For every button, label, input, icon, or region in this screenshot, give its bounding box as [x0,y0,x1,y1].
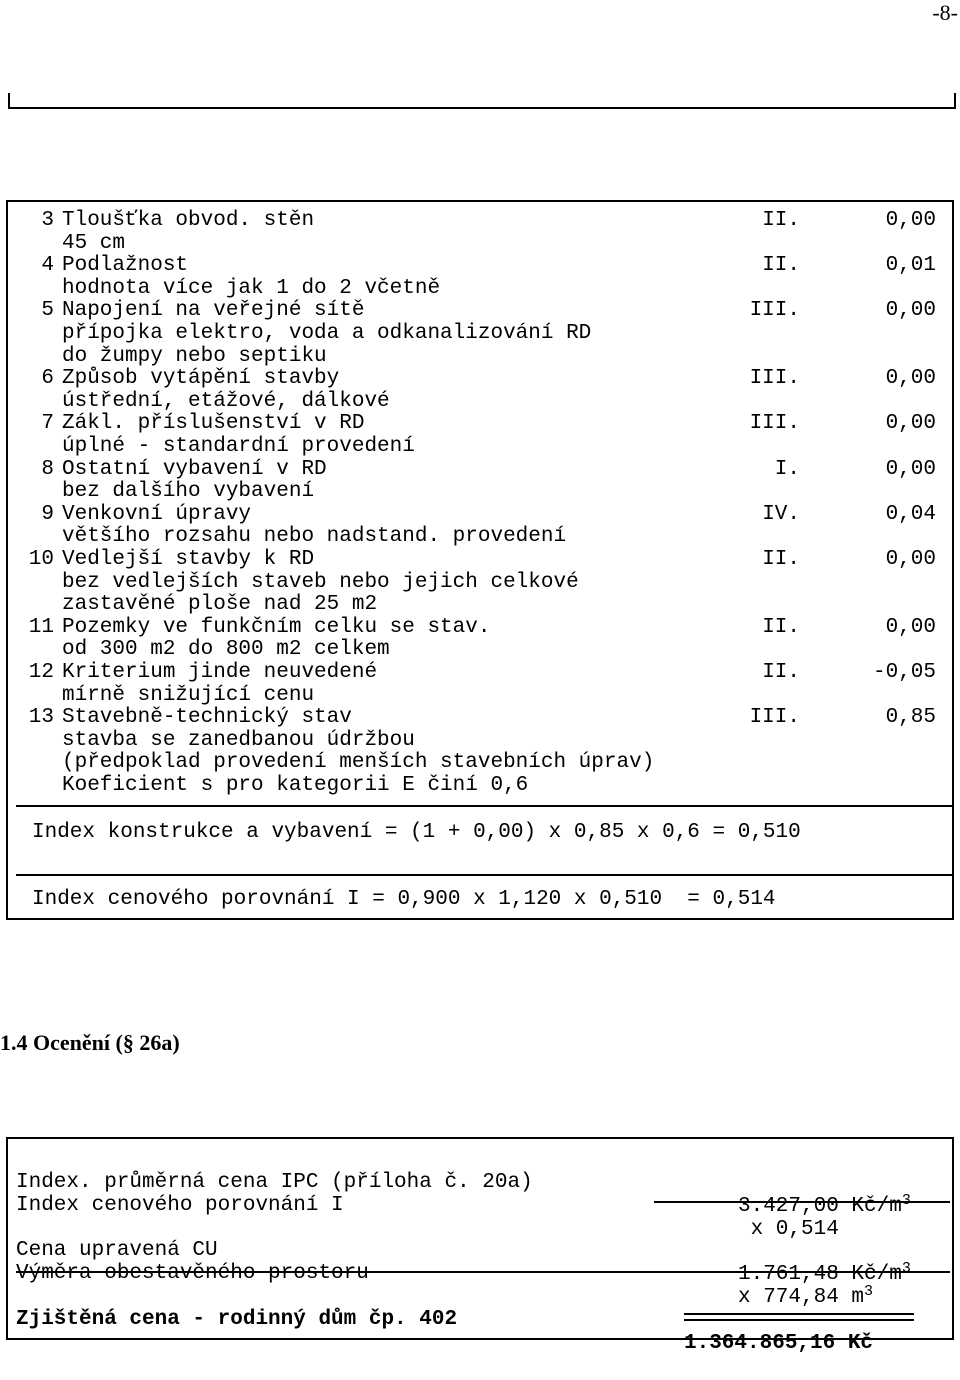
criteria-class: III. [749,412,800,436]
criteria-description: od 300 m2 do 800 m2 celkem [62,638,390,662]
criteria-row [8,255,952,277]
criteria-description: většího rozsahu nebo nadstand. provedení [62,525,567,549]
criteria-number: 6 [41,367,54,391]
criteria-description: bez vedlejších staveb nebo jejich celkové [62,570,579,594]
criteria-number: 4 [41,254,54,278]
header-bracket [8,93,956,109]
criteria-description: hodnota více jak 1 do 2 včetně [62,276,441,300]
criteria-label: Zákl. příslušenství v RD [62,412,365,436]
cu-label: Cena upravená CU [16,1239,218,1262]
criteria-description: úplné - standardní provedení [62,435,415,458]
criteria-row [8,617,952,639]
criteria-number: 3 [41,209,54,232]
criteria-class: III. [749,367,800,391]
criteria-description: bez dalšího vybavení [62,480,315,504]
criteria-value: 0,00 [885,457,936,481]
criteria-number: 13 [28,706,54,730]
criteria-label: Kriterium jinde neuvedené [62,661,378,684]
criteria-class: II. [762,254,800,278]
criteria-class: II. [762,209,800,232]
criteria-value: 0,04 [885,502,936,526]
page-number: -8- [932,0,958,25]
criteria-description: do žumpy nebo septiku [62,344,327,368]
criteria-number: 12 [28,661,54,684]
total-row [8,1284,952,1355]
criteria-number: 5 [41,299,54,323]
criteria-description: mírně snižující cenu [62,683,315,707]
criteria-description: přípojka elektro, voda a odkanalizování RD [62,322,592,345]
criteria-class: II. [762,615,800,639]
criteria-class: II. [762,548,800,571]
criteria-value: -0,05 [872,661,936,684]
criteria-value: 0,00 [885,299,936,323]
criteria-value: 0,00 [885,615,936,639]
criteria-value: 0,00 [885,412,936,436]
cu-value: 1.761,48 $Kč/m^3$ [738,1260,911,1286]
criteria-row [8,549,952,571]
volume-value: x 774,84 $m^3$ [738,1283,874,1309]
criteria-row [8,662,952,684]
divider-line [16,874,952,876]
criteria-class: IV. [762,502,800,526]
criteria-value: 0,00 [885,367,936,391]
total-divider [16,1271,950,1273]
criteria-description: (předpoklad provedení menších stavebních úprav) [62,751,655,775]
criteria-description: 45 cm [62,231,126,255]
criteria-value: 0,85 [885,706,936,730]
criteria-label: Způsob vytápění stavby [62,367,340,391]
criteria-label: Pozemky ve funkčním celku se stav. [62,615,491,639]
subtotal-line [654,1201,950,1203]
criteria-row [8,210,952,232]
criteria-row [8,300,952,322]
valuation-table [6,1137,954,1355]
criteria-row [8,413,952,435]
criteria-description: stavba se zanedbanou údržbou [62,728,415,752]
criteria-class: III. [749,299,800,323]
criteria-label: Napojení na veřejné sítě [62,299,365,323]
double-underline-top [684,1313,914,1315]
index-value: x 0,514 [738,1218,839,1241]
criteria-class: III. [749,706,800,730]
criteria-description: zastavěné ploše nad 25 m2 [62,593,378,617]
criteria-label: Tloušťka obvod. stěn [62,209,315,232]
ipc-value: 3.427,00 $Kč/m^3$ [738,1192,911,1218]
criteria-row [8,504,952,526]
index-price-comparison: Index cenového porovnání I = 0,900 x 1,120 x 0,510 = 0,514 [32,888,776,911]
criteria-description: ústřední, etážové, dálkové [62,389,390,413]
index-construction: Index konstrukce a vybavení = (1 + 0,00) x 0,85 x 0,6 = 0,510 [32,821,801,844]
criteria-number: 7 [41,412,54,436]
criteria-row [8,707,952,729]
section-title: 1.4 Ocenění (§ 26a) [0,1030,180,1055]
total-label: Zjištěná cena - rodinný dům čp. 402 [16,1308,458,1331]
total-value: 1.364.865,16 Kč [684,1332,874,1355]
ipc-label: Index. průměrná cena IPC (příloha č. 20a) [16,1171,533,1194]
divider-line [16,805,952,807]
criteria-label: Vedlejší stavby k RD [62,548,315,571]
criteria-class: II. [762,661,800,684]
criteria-class: I. [774,457,800,481]
criteria-label: Stavebně-technický stav [62,706,352,730]
criteria-number: 8 [41,457,54,481]
criteria-label: Venkovní úpravy [62,502,252,526]
criteria-number: 9 [41,502,54,526]
criteria-row [8,368,952,390]
coefficient-note: Koeficient s pro kategorii E činí 0,6 [62,774,529,797]
criteria-number: 11 [28,615,54,639]
index-label: Index cenového porovnání I [16,1194,344,1217]
criteria-label: Podlažnost [62,254,189,278]
double-underline-bottom [684,1319,914,1321]
criteria-number: 10 [28,548,54,571]
criteria-value: 0,00 [885,548,936,571]
volume-label: Výměra obestavěného prostoru [16,1262,369,1285]
criteria-table [6,200,954,920]
criteria-row [8,459,952,481]
criteria-value: 0,00 [885,209,936,232]
criteria-label: Ostatní vybavení v RD [62,457,327,481]
criteria-value: 0,01 [885,254,936,278]
